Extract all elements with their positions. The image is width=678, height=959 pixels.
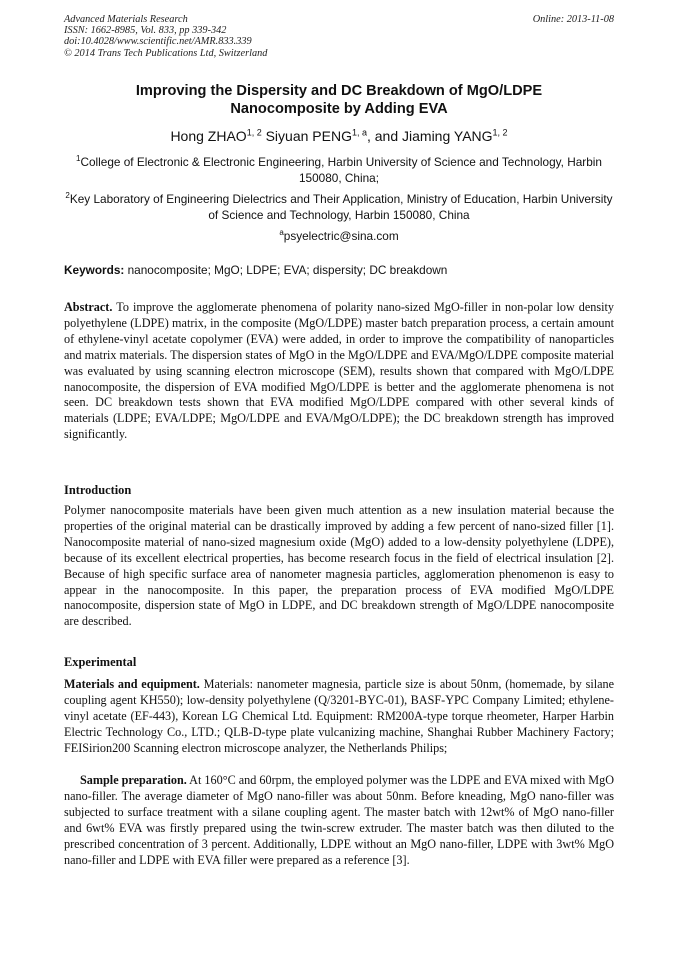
author-affiliation-mark: 1, 2 [246,127,262,138]
journal-header [64,14,614,59]
journal-name: Advanced Materials Research [64,14,188,25]
author-name: Hong ZHAO [170,128,247,144]
keywords [64,263,614,278]
journal-info [64,14,614,59]
abstract-text: To improve the agglomerate phenomena of polarity nano-sized MgO-filler in non-polar low density polyethylene (LDPE) matrix, in the composite (MgO/LDPE) master batch preparation process, a certain amount of ethylene-vinyl acetate copolymer (EVA) were added, in order to improve the compatibility of nanoparticles and matrix materials. The dispersion states of MgO in the MgO/LDPE and EVA/MgO/LDPE composite material was evaluated by using scanning electron microscope (SEM), results shown that compared with MgO/LDPE nanocomposite, the dispersion of EVA modified MgO/LDPE is better and the agglomerate phenomena is not seen. DC breakdown tests shown that EVA modified MgO/LDPE compared with other several kinds of materials (LDPE; EVA/LDPE; MgO/LDPE and EVA/MgO/LDPE); the DC breakdown strength has improved significantly. [64,300,614,442]
abstract-label: Abstract. [64,300,113,314]
keywords-label: Keywords: [64,263,125,277]
author-affiliation-mark: 1, 2 [492,127,508,138]
abstract [64,300,614,443]
affiliation-2 [64,192,614,223]
paper-title-line-2: Nanocomposite by Adding EVA [230,101,448,117]
author-name: and Jiaming YANG [374,128,493,144]
author-affiliation-mark: 1, a [351,127,367,138]
materials-paragraph [64,677,614,757]
materials-text: Materials: nanometer magnesia, particle size is about 50nm, (homemade, by silane coupling agent KH550); low-density polyethylene (Q/3201-BYC-01), BASF-YPC Company Limited; ethylene-vinyl acetate (EF-443), Korean LG Chemical Ltd. Equipment: RM200A-type torque rheometer, Harper Harbin Electric Technology Co., LTD.; QLB-D-type plate vulcanizing machine, Shanghai Rubber Machinery Factory; FEISirion200 Scanning electron microscope analyzer, the Netherlands Philips; [64,677,614,755]
author-list: Hong ZHAO$^{1, 2}$ Siyuan PENG$^{1, a}$, and Jiaming YANG$^{1, 2}$ [170,127,508,144]
author-name: Siyuan PENG [265,128,352,144]
introduction-heading: Introduction [64,483,132,497]
email-text: psyelectric@sina.com [283,229,399,243]
experimental-heading: Experimental [64,655,137,669]
affiliation-text: College of Electronic & Electronic Engineering, Harbin University of Science and Technology, Harbin 150080, China; [80,155,602,185]
affiliation-mark: 1 [76,154,81,164]
online-date: Online: 2013-11-08 [532,14,614,25]
affiliation-1 [64,155,614,186]
sample-preparation-label: Sample preparation. [80,773,187,787]
paper-title [60,82,618,118]
keywords-text: nanocomposite; MgO; LDPE; EVA; dispersity; DC breakdown [127,263,448,277]
affiliation-mark: 2 [65,191,70,201]
affiliation-text: Key Laboratory of Engineering Dielectrics and Their Application, Ministry of Education, Harbin University of Science and Technology, Harbin 150080, China [69,192,613,222]
introduction-paragraph: Polymer nanocomposite materials have been given much attention as a new insulation material because the properties of the original material can be drastically improved by adding a few percent of nano-sized filler [1]. Nanocomposite material of nano-sized magnesium oxide (MgO) added to a low-density polyethylene (LDPE), because of its excellent electrical properties, has become research focus in the field of electrical insulation [2]. Because of high specific surface area of nanometer magnesia particles, agglomeration phenomenon is easy to appear in the nanocomposite. In this paper, the preparation process of EVA modified MgO/LDPE nanocomposite, dispersion state of MgO in LDPE, and DC breakdown strength of MgO/LDPE nanocomposite are described. [64,503,614,629]
paper-title-line-1: Improving the Dispersity and DC Breakdown of MgO/LDPE [135,83,543,99]
journal-copyright: © 2014 Trans Tech Publications Ltd, Switzerland [64,47,268,59]
email-mark: a [279,228,284,238]
materials-label: Materials and equipment. [64,677,200,691]
author-email [64,229,614,245]
journal-doi: doi:10.4028/www.scientific.net/AMR.833.339 [64,36,252,48]
sample-preparation-text: At 160°C and 60rpm, the employed polymer was the LDPE and EVA mixed with MgO nano-filler. The average diameter of MgO nano-filler was about 50nm. Before kneading, MgO nano-filler was subjected to surface treatment with a silane coupling agent. The master batch with 12wt% of MgO nano-filler and 6wt% EVA was firstly prepared using the twin-screw extruder. The master batch was then diluted to the prescribed concentration of 3 percent. Additionally, LDPE without an MgO nano-filler, LDPE with 3wt% MgO nano-filler and LDPE with EVA filler were prepared as a reference [3]. [64,773,615,867]
sample-preparation-paragraph [64,773,614,868]
journal-issn: ISSN: 1662-8985, Vol. 833, pp 339-342 [64,25,227,37]
